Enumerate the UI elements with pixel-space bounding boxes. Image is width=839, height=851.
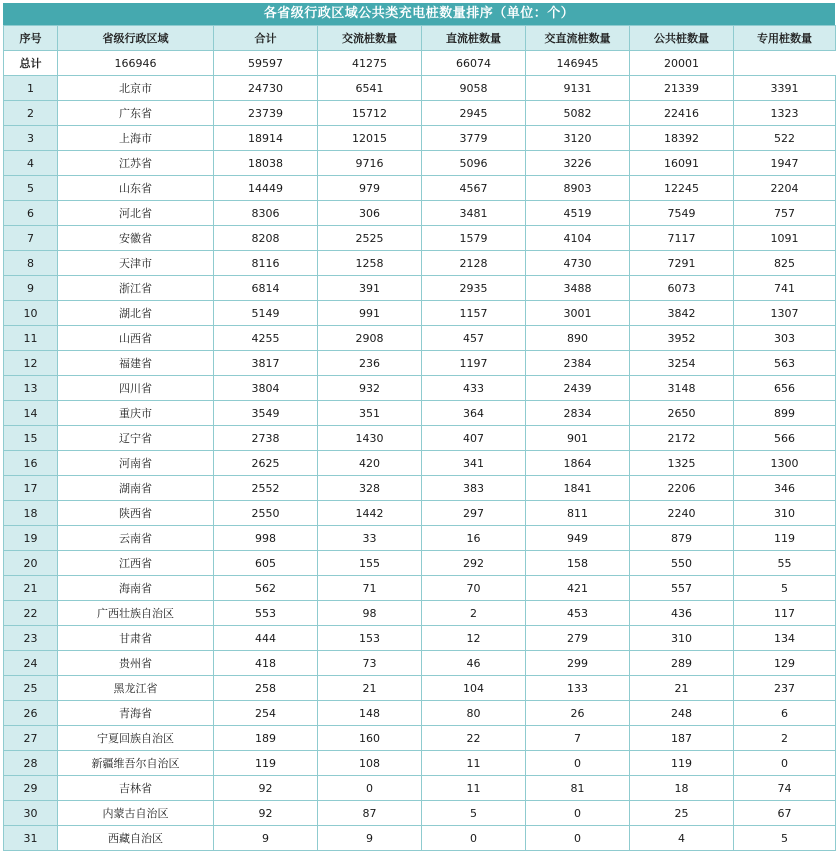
cell-total: 119 <box>214 751 318 776</box>
cell-region: 吉林省 <box>58 776 214 801</box>
cell-region: 福建省 <box>58 351 214 376</box>
cell-public: 16091 <box>630 151 734 176</box>
cell-ac: 155 <box>318 551 422 576</box>
cell-region: 江西省 <box>58 551 214 576</box>
cell-acdc: 3001 <box>526 301 630 326</box>
cell-total: 444 <box>214 626 318 651</box>
table-row <box>4 76 836 101</box>
table-row <box>4 426 836 451</box>
summary-ac: 59597 <box>214 51 318 76</box>
cell-public: 7117 <box>630 226 734 251</box>
cell-total: 24730 <box>214 76 318 101</box>
cell-total: 6814 <box>214 276 318 301</box>
cell-region: 四川省 <box>58 376 214 401</box>
cell-public: 3254 <box>630 351 734 376</box>
cell-total: 4255 <box>214 326 318 351</box>
cell-region: 青海省 <box>58 701 214 726</box>
cell-index: 31 <box>4 826 58 851</box>
cell-private: 1300 <box>734 451 836 476</box>
cell-acdc: 4730 <box>526 251 630 276</box>
cell-private: 119 <box>734 526 836 551</box>
cell-region: 内蒙古自治区 <box>58 801 214 826</box>
cell-index: 8 <box>4 251 58 276</box>
header-index: 序号 <box>4 26 58 51</box>
cell-index: 24 <box>4 651 58 676</box>
cell-dc: 297 <box>422 501 526 526</box>
cell-acdc: 949 <box>526 526 630 551</box>
cell-public: 21339 <box>630 76 734 101</box>
cell-ac: 1258 <box>318 251 422 276</box>
header-acdc: 交直流桩数量 <box>526 26 630 51</box>
header-total: 合计 <box>214 26 318 51</box>
cell-index: 14 <box>4 401 58 426</box>
cell-total: 92 <box>214 801 318 826</box>
cell-dc: 11 <box>422 776 526 801</box>
cell-private: 563 <box>734 351 836 376</box>
cell-ac: 306 <box>318 201 422 226</box>
cell-acdc: 2439 <box>526 376 630 401</box>
cell-acdc: 811 <box>526 501 630 526</box>
cell-index: 15 <box>4 426 58 451</box>
cell-private: 55 <box>734 551 836 576</box>
cell-ac: 153 <box>318 626 422 651</box>
cell-dc: 383 <box>422 476 526 501</box>
cell-dc: 341 <box>422 451 526 476</box>
cell-dc: 70 <box>422 576 526 601</box>
cell-ac: 2525 <box>318 226 422 251</box>
table-row <box>4 101 836 126</box>
cell-acdc: 0 <box>526 751 630 776</box>
cell-dc: 1157 <box>422 301 526 326</box>
cell-index: 16 <box>4 451 58 476</box>
table-row <box>4 826 836 851</box>
table-row <box>4 651 836 676</box>
cell-total: 3817 <box>214 351 318 376</box>
header-private: 专用桩数量 <box>734 26 836 51</box>
cell-dc: 5 <box>422 801 526 826</box>
cell-index: 21 <box>4 576 58 601</box>
cell-dc: 12 <box>422 626 526 651</box>
cell-acdc: 0 <box>526 826 630 851</box>
cell-region: 河北省 <box>58 201 214 226</box>
cell-private: 825 <box>734 251 836 276</box>
cell-index: 4 <box>4 151 58 176</box>
cell-ac: 328 <box>318 476 422 501</box>
cell-region: 海南省 <box>58 576 214 601</box>
cell-dc: 1579 <box>422 226 526 251</box>
cell-acdc: 279 <box>526 626 630 651</box>
cell-acdc: 26 <box>526 701 630 726</box>
cell-private: 566 <box>734 426 836 451</box>
cell-index: 22 <box>4 601 58 626</box>
cell-total: 998 <box>214 526 318 551</box>
cell-ac: 6541 <box>318 76 422 101</box>
cell-public: 248 <box>630 701 734 726</box>
cell-ac: 87 <box>318 801 422 826</box>
cell-total: 3549 <box>214 401 318 426</box>
cell-ac: 73 <box>318 651 422 676</box>
cell-region: 北京市 <box>58 76 214 101</box>
cell-region: 湖南省 <box>58 476 214 501</box>
cell-ac: 98 <box>318 601 422 626</box>
cell-dc: 46 <box>422 651 526 676</box>
cell-index: 18 <box>4 501 58 526</box>
cell-index: 2 <box>4 101 58 126</box>
cell-total: 9 <box>214 826 318 851</box>
cell-ac: 236 <box>318 351 422 376</box>
cell-private: 67 <box>734 801 836 826</box>
cell-private: 1947 <box>734 151 836 176</box>
cell-public: 12245 <box>630 176 734 201</box>
cell-public: 6073 <box>630 276 734 301</box>
cell-index: 1 <box>4 76 58 101</box>
cell-total: 605 <box>214 551 318 576</box>
cell-public: 2650 <box>630 401 734 426</box>
cell-total: 2552 <box>214 476 318 501</box>
cell-dc: 1197 <box>422 351 526 376</box>
cell-private: 2 <box>734 726 836 751</box>
cell-dc: 457 <box>422 326 526 351</box>
cell-private: 5 <box>734 826 836 851</box>
cell-total: 2550 <box>214 501 318 526</box>
cell-index: 13 <box>4 376 58 401</box>
cell-ac: 2908 <box>318 326 422 351</box>
cell-public: 22416 <box>630 101 734 126</box>
table-row <box>4 601 836 626</box>
cell-total: 14449 <box>214 176 318 201</box>
table-row <box>4 626 836 651</box>
cell-private: 899 <box>734 401 836 426</box>
table-row <box>4 276 836 301</box>
table-row <box>4 501 836 526</box>
table-row <box>4 726 836 751</box>
cell-dc: 364 <box>422 401 526 426</box>
cell-acdc: 299 <box>526 651 630 676</box>
cell-index: 9 <box>4 276 58 301</box>
cell-private: 5 <box>734 576 836 601</box>
cell-index: 27 <box>4 726 58 751</box>
cell-total: 3804 <box>214 376 318 401</box>
cell-private: 522 <box>734 126 836 151</box>
cell-region: 新疆维吾尔自治区 <box>58 751 214 776</box>
cell-public: 4 <box>630 826 734 851</box>
cell-index: 3 <box>4 126 58 151</box>
table-row <box>4 226 836 251</box>
cell-acdc: 5082 <box>526 101 630 126</box>
cell-acdc: 7 <box>526 726 630 751</box>
table-row <box>4 476 836 501</box>
table-row <box>4 576 836 601</box>
cell-private: 1091 <box>734 226 836 251</box>
cell-total: 8306 <box>214 201 318 226</box>
cell-region: 西藏自治区 <box>58 826 214 851</box>
cell-public: 3148 <box>630 376 734 401</box>
cell-ac: 932 <box>318 376 422 401</box>
header-ac: 交流桩数量 <box>318 26 422 51</box>
cell-private: 310 <box>734 501 836 526</box>
cell-ac: 21 <box>318 676 422 701</box>
cell-acdc: 4519 <box>526 201 630 226</box>
table-row <box>4 776 836 801</box>
header-public: 公共桩数量 <box>630 26 734 51</box>
cell-total: 5149 <box>214 301 318 326</box>
cell-dc: 5096 <box>422 151 526 176</box>
table-row <box>4 526 836 551</box>
cell-dc: 104 <box>422 676 526 701</box>
cell-dc: 407 <box>422 426 526 451</box>
cell-ac: 71 <box>318 576 422 601</box>
cell-acdc: 901 <box>526 426 630 451</box>
table-row <box>4 251 836 276</box>
summary-total: 166946 <box>58 51 214 76</box>
cell-private: 3391 <box>734 76 836 101</box>
cell-index: 19 <box>4 526 58 551</box>
cell-private: 1323 <box>734 101 836 126</box>
cell-acdc: 3120 <box>526 126 630 151</box>
cell-region: 云南省 <box>58 526 214 551</box>
table-container <box>3 3 835 851</box>
cell-index: 25 <box>4 676 58 701</box>
cell-acdc: 421 <box>526 576 630 601</box>
cell-region: 甘肃省 <box>58 626 214 651</box>
cell-total: 23739 <box>214 101 318 126</box>
cell-acdc: 1864 <box>526 451 630 476</box>
table-row <box>4 176 836 201</box>
cell-region: 辽宁省 <box>58 426 214 451</box>
header-row <box>4 26 836 51</box>
summary-private: 20001 <box>630 51 734 76</box>
table-row <box>4 751 836 776</box>
cell-ac: 1430 <box>318 426 422 451</box>
cell-region: 贵州省 <box>58 651 214 676</box>
cell-public: 879 <box>630 526 734 551</box>
table-row <box>4 551 836 576</box>
cell-ac: 148 <box>318 701 422 726</box>
cell-private: 6 <box>734 701 836 726</box>
cell-total: 92 <box>214 776 318 801</box>
cell-ac: 420 <box>318 451 422 476</box>
cell-region: 山东省 <box>58 176 214 201</box>
table-row <box>4 676 836 701</box>
summary-label: 总计 <box>4 51 58 76</box>
cell-acdc: 8903 <box>526 176 630 201</box>
cell-private: 0 <box>734 751 836 776</box>
cell-private: 117 <box>734 601 836 626</box>
cell-index: 12 <box>4 351 58 376</box>
cell-total: 2738 <box>214 426 318 451</box>
cell-dc: 3481 <box>422 201 526 226</box>
cell-acdc: 133 <box>526 676 630 701</box>
cell-public: 2206 <box>630 476 734 501</box>
cell-private: 2204 <box>734 176 836 201</box>
cell-ac: 1442 <box>318 501 422 526</box>
cell-total: 418 <box>214 651 318 676</box>
cell-ac: 351 <box>318 401 422 426</box>
cell-dc: 22 <box>422 726 526 751</box>
cell-total: 562 <box>214 576 318 601</box>
cell-private: 656 <box>734 376 836 401</box>
cell-dc: 4567 <box>422 176 526 201</box>
table-row <box>4 326 836 351</box>
table-row <box>4 351 836 376</box>
cell-public: 3952 <box>630 326 734 351</box>
cell-region: 陕西省 <box>58 501 214 526</box>
cell-public: 7291 <box>630 251 734 276</box>
summary-dc: 41275 <box>318 51 422 76</box>
cell-public: 557 <box>630 576 734 601</box>
cell-total: 2625 <box>214 451 318 476</box>
cell-public: 7549 <box>630 201 734 226</box>
cell-ac: 9 <box>318 826 422 851</box>
cell-public: 25 <box>630 801 734 826</box>
cell-public: 1325 <box>630 451 734 476</box>
cell-ac: 979 <box>318 176 422 201</box>
table-row <box>4 376 836 401</box>
cell-acdc: 1841 <box>526 476 630 501</box>
cell-public: 289 <box>630 651 734 676</box>
cell-ac: 108 <box>318 751 422 776</box>
cell-public: 436 <box>630 601 734 626</box>
table-row <box>4 701 836 726</box>
cell-dc: 433 <box>422 376 526 401</box>
cell-public: 2172 <box>630 426 734 451</box>
cell-total: 553 <box>214 601 318 626</box>
cell-index: 7 <box>4 226 58 251</box>
cell-ac: 991 <box>318 301 422 326</box>
cell-dc: 2945 <box>422 101 526 126</box>
cell-index: 28 <box>4 751 58 776</box>
header-dc: 直流桩数量 <box>422 26 526 51</box>
table-row <box>4 151 836 176</box>
cell-acdc: 453 <box>526 601 630 626</box>
cell-index: 26 <box>4 701 58 726</box>
cell-public: 18392 <box>630 126 734 151</box>
cell-private: 1307 <box>734 301 836 326</box>
cell-acdc: 3226 <box>526 151 630 176</box>
cell-dc: 16 <box>422 526 526 551</box>
cell-private: 303 <box>734 326 836 351</box>
cell-public: 310 <box>630 626 734 651</box>
cell-ac: 15712 <box>318 101 422 126</box>
summary-public: 146945 <box>526 51 630 76</box>
cell-total: 18038 <box>214 151 318 176</box>
table-row <box>4 201 836 226</box>
cell-private: 129 <box>734 651 836 676</box>
cell-public: 18 <box>630 776 734 801</box>
table-row <box>4 401 836 426</box>
cell-dc: 80 <box>422 701 526 726</box>
cell-acdc: 158 <box>526 551 630 576</box>
cell-acdc: 0 <box>526 801 630 826</box>
cell-total: 18914 <box>214 126 318 151</box>
cell-total: 189 <box>214 726 318 751</box>
cell-ac: 9716 <box>318 151 422 176</box>
cell-total: 8116 <box>214 251 318 276</box>
cell-region: 河南省 <box>58 451 214 476</box>
cell-region: 广东省 <box>58 101 214 126</box>
cell-public: 21 <box>630 676 734 701</box>
cell-dc: 3779 <box>422 126 526 151</box>
header-region: 省级行政区域 <box>58 26 214 51</box>
cell-index: 11 <box>4 326 58 351</box>
cell-acdc: 9131 <box>526 76 630 101</box>
cell-private: 741 <box>734 276 836 301</box>
cell-region: 江苏省 <box>58 151 214 176</box>
cell-region: 湖北省 <box>58 301 214 326</box>
cell-dc: 9058 <box>422 76 526 101</box>
cell-region: 安徽省 <box>58 226 214 251</box>
cell-public: 3842 <box>630 301 734 326</box>
cell-index: 29 <box>4 776 58 801</box>
cell-acdc: 2834 <box>526 401 630 426</box>
cell-public: 2240 <box>630 501 734 526</box>
cell-dc: 2128 <box>422 251 526 276</box>
cell-region: 上海市 <box>58 126 214 151</box>
cell-index: 5 <box>4 176 58 201</box>
cell-index: 30 <box>4 801 58 826</box>
cell-public: 119 <box>630 751 734 776</box>
table-row <box>4 801 836 826</box>
table-row <box>4 301 836 326</box>
cell-dc: 292 <box>422 551 526 576</box>
cell-region: 宁夏回族自治区 <box>58 726 214 751</box>
table-title: 各省级行政区域公共类充电桩数量排序（单位：个） <box>3 3 835 25</box>
table-row <box>4 126 836 151</box>
summary-row <box>4 51 836 76</box>
cell-total: 258 <box>214 676 318 701</box>
cell-private: 74 <box>734 776 836 801</box>
cell-total: 8208 <box>214 226 318 251</box>
cell-index: 6 <box>4 201 58 226</box>
cell-dc: 2 <box>422 601 526 626</box>
charging-pile-table <box>3 25 836 851</box>
cell-acdc: 4104 <box>526 226 630 251</box>
cell-acdc: 890 <box>526 326 630 351</box>
cell-region: 山西省 <box>58 326 214 351</box>
cell-region: 黑龙江省 <box>58 676 214 701</box>
cell-private: 346 <box>734 476 836 501</box>
cell-total: 254 <box>214 701 318 726</box>
cell-ac: 12015 <box>318 126 422 151</box>
cell-public: 187 <box>630 726 734 751</box>
cell-ac: 160 <box>318 726 422 751</box>
cell-region: 浙江省 <box>58 276 214 301</box>
cell-region: 重庆市 <box>58 401 214 426</box>
cell-acdc: 2384 <box>526 351 630 376</box>
cell-ac: 33 <box>318 526 422 551</box>
cell-private: 757 <box>734 201 836 226</box>
cell-index: 17 <box>4 476 58 501</box>
summary-acdc: 66074 <box>422 51 526 76</box>
cell-index: 10 <box>4 301 58 326</box>
table-row <box>4 451 836 476</box>
cell-dc: 2935 <box>422 276 526 301</box>
cell-private: 134 <box>734 626 836 651</box>
cell-dc: 11 <box>422 751 526 776</box>
cell-index: 20 <box>4 551 58 576</box>
cell-region: 广西壮族自治区 <box>58 601 214 626</box>
cell-private: 237 <box>734 676 836 701</box>
cell-region: 天津市 <box>58 251 214 276</box>
cell-acdc: 81 <box>526 776 630 801</box>
cell-dc: 0 <box>422 826 526 851</box>
cell-ac: 391 <box>318 276 422 301</box>
cell-acdc: 3488 <box>526 276 630 301</box>
cell-public: 550 <box>630 551 734 576</box>
cell-ac: 0 <box>318 776 422 801</box>
cell-index: 23 <box>4 626 58 651</box>
